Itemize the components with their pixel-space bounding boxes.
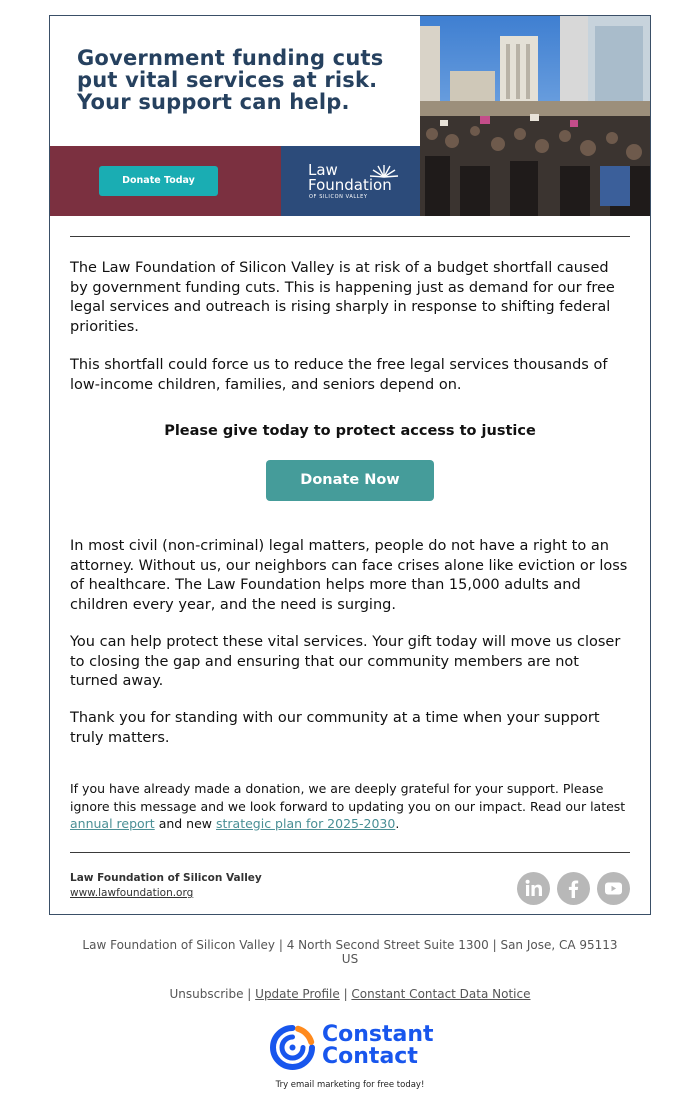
constant-contact-wordmark[interactable] [322, 1024, 434, 1068]
cta-heading: Please give today to protect access to justice [164, 423, 536, 439]
cc-tagline[interactable]: Try email marketing for free today! [275, 1080, 425, 1090]
youtube-icon[interactable] [597, 872, 630, 905]
donate-today-button[interactable]: Donate Today [99, 166, 218, 196]
separator: | [339, 987, 352, 1001]
footer-website-link[interactable]: www.lawfoundation.org [70, 887, 194, 899]
donation-note [70, 780, 630, 833]
headline-line-3: Your support can help. [77, 90, 350, 114]
paragraph-thank-you: Thank you for standing with our community at a time when your support truly matters. [70, 710, 600, 746]
address-line-2: US [341, 952, 359, 966]
email-card [49, 15, 651, 915]
linkedin-icon[interactable] [517, 872, 550, 905]
protest-crowd-photo [420, 16, 650, 216]
hero-banner [50, 16, 650, 216]
logo-line-2: Foundation [308, 176, 392, 194]
sunburst-icon [369, 164, 399, 178]
headline-line-1: Government funding cuts [77, 46, 384, 70]
paragraph-civil-matters: In most civil (non-criminal) legal matters, people do not have a right to an attorney. Without us, our neighbors can face crises alone like eviction or loss of healthcare. The Law Foundation helps more than 15,000 adults and children every year, and the need is surging. [70, 538, 628, 613]
paragraph-help-protect: You can help protect these vital services. Your gift today will move us closer to closing the gap and ensuring that our community members are not turned away. [70, 634, 621, 689]
divider-bottom [70, 852, 630, 853]
data-notice-link[interactable]: Constant Contact Data Notice [351, 987, 531, 1001]
separator: | [243, 987, 256, 1001]
law-foundation-logo [281, 146, 420, 216]
facebook-icon[interactable] [557, 872, 590, 905]
paragraph-budget-shortfall: The Law Foundation of Silicon Valley is at risk of a budget shortfall caused by government funding cuts. This is happening just as demand for our free legal services and outreach is rising sharply in response to shifting federal priorities. [70, 260, 615, 335]
footer-org-name: Law Foundation of Silicon Valley [70, 872, 262, 884]
hero-headline-panel [50, 16, 420, 146]
footer-links [0, 987, 700, 1001]
address-line-1: Law Foundation of Silicon Valley | 4 North Second Street Suite 1300 | San Jose, CA 95113 [82, 938, 618, 952]
mailing-address [60, 938, 640, 966]
donation-note-mid: and new [154, 816, 216, 831]
headline-line-2: put vital services at risk. [77, 68, 378, 92]
logo-line-1: Law [308, 161, 338, 179]
donate-now-button[interactable]: Donate Now [266, 460, 434, 501]
logo-tagline: OF SILICON VALLEY [309, 194, 368, 200]
constant-contact-logo-icon[interactable] [270, 1025, 315, 1070]
headline [77, 47, 407, 113]
unsubscribe-link[interactable]: Unsubscribe [169, 987, 244, 1001]
cc-line-1: Constant [322, 1022, 434, 1047]
update-profile-link[interactable]: Update Profile [255, 987, 340, 1001]
annual-report-link[interactable]: annual report [70, 816, 155, 831]
donation-note-text: If you have already made a donation, we are deeply grateful for your support. Please ignore this message and we look forward to updating you on our impact. Read our latest [70, 781, 626, 814]
strategic-plan-link[interactable]: strategic plan for 2025-2030 [216, 816, 396, 831]
paragraph-reduce-services: This shortfall could force us to reduce the free legal services thousands of low-income children, families, and seniors depend on. [70, 357, 608, 393]
donation-note-end: . [395, 816, 400, 831]
cc-line-2: Contact [322, 1044, 418, 1069]
divider-top [70, 236, 630, 237]
